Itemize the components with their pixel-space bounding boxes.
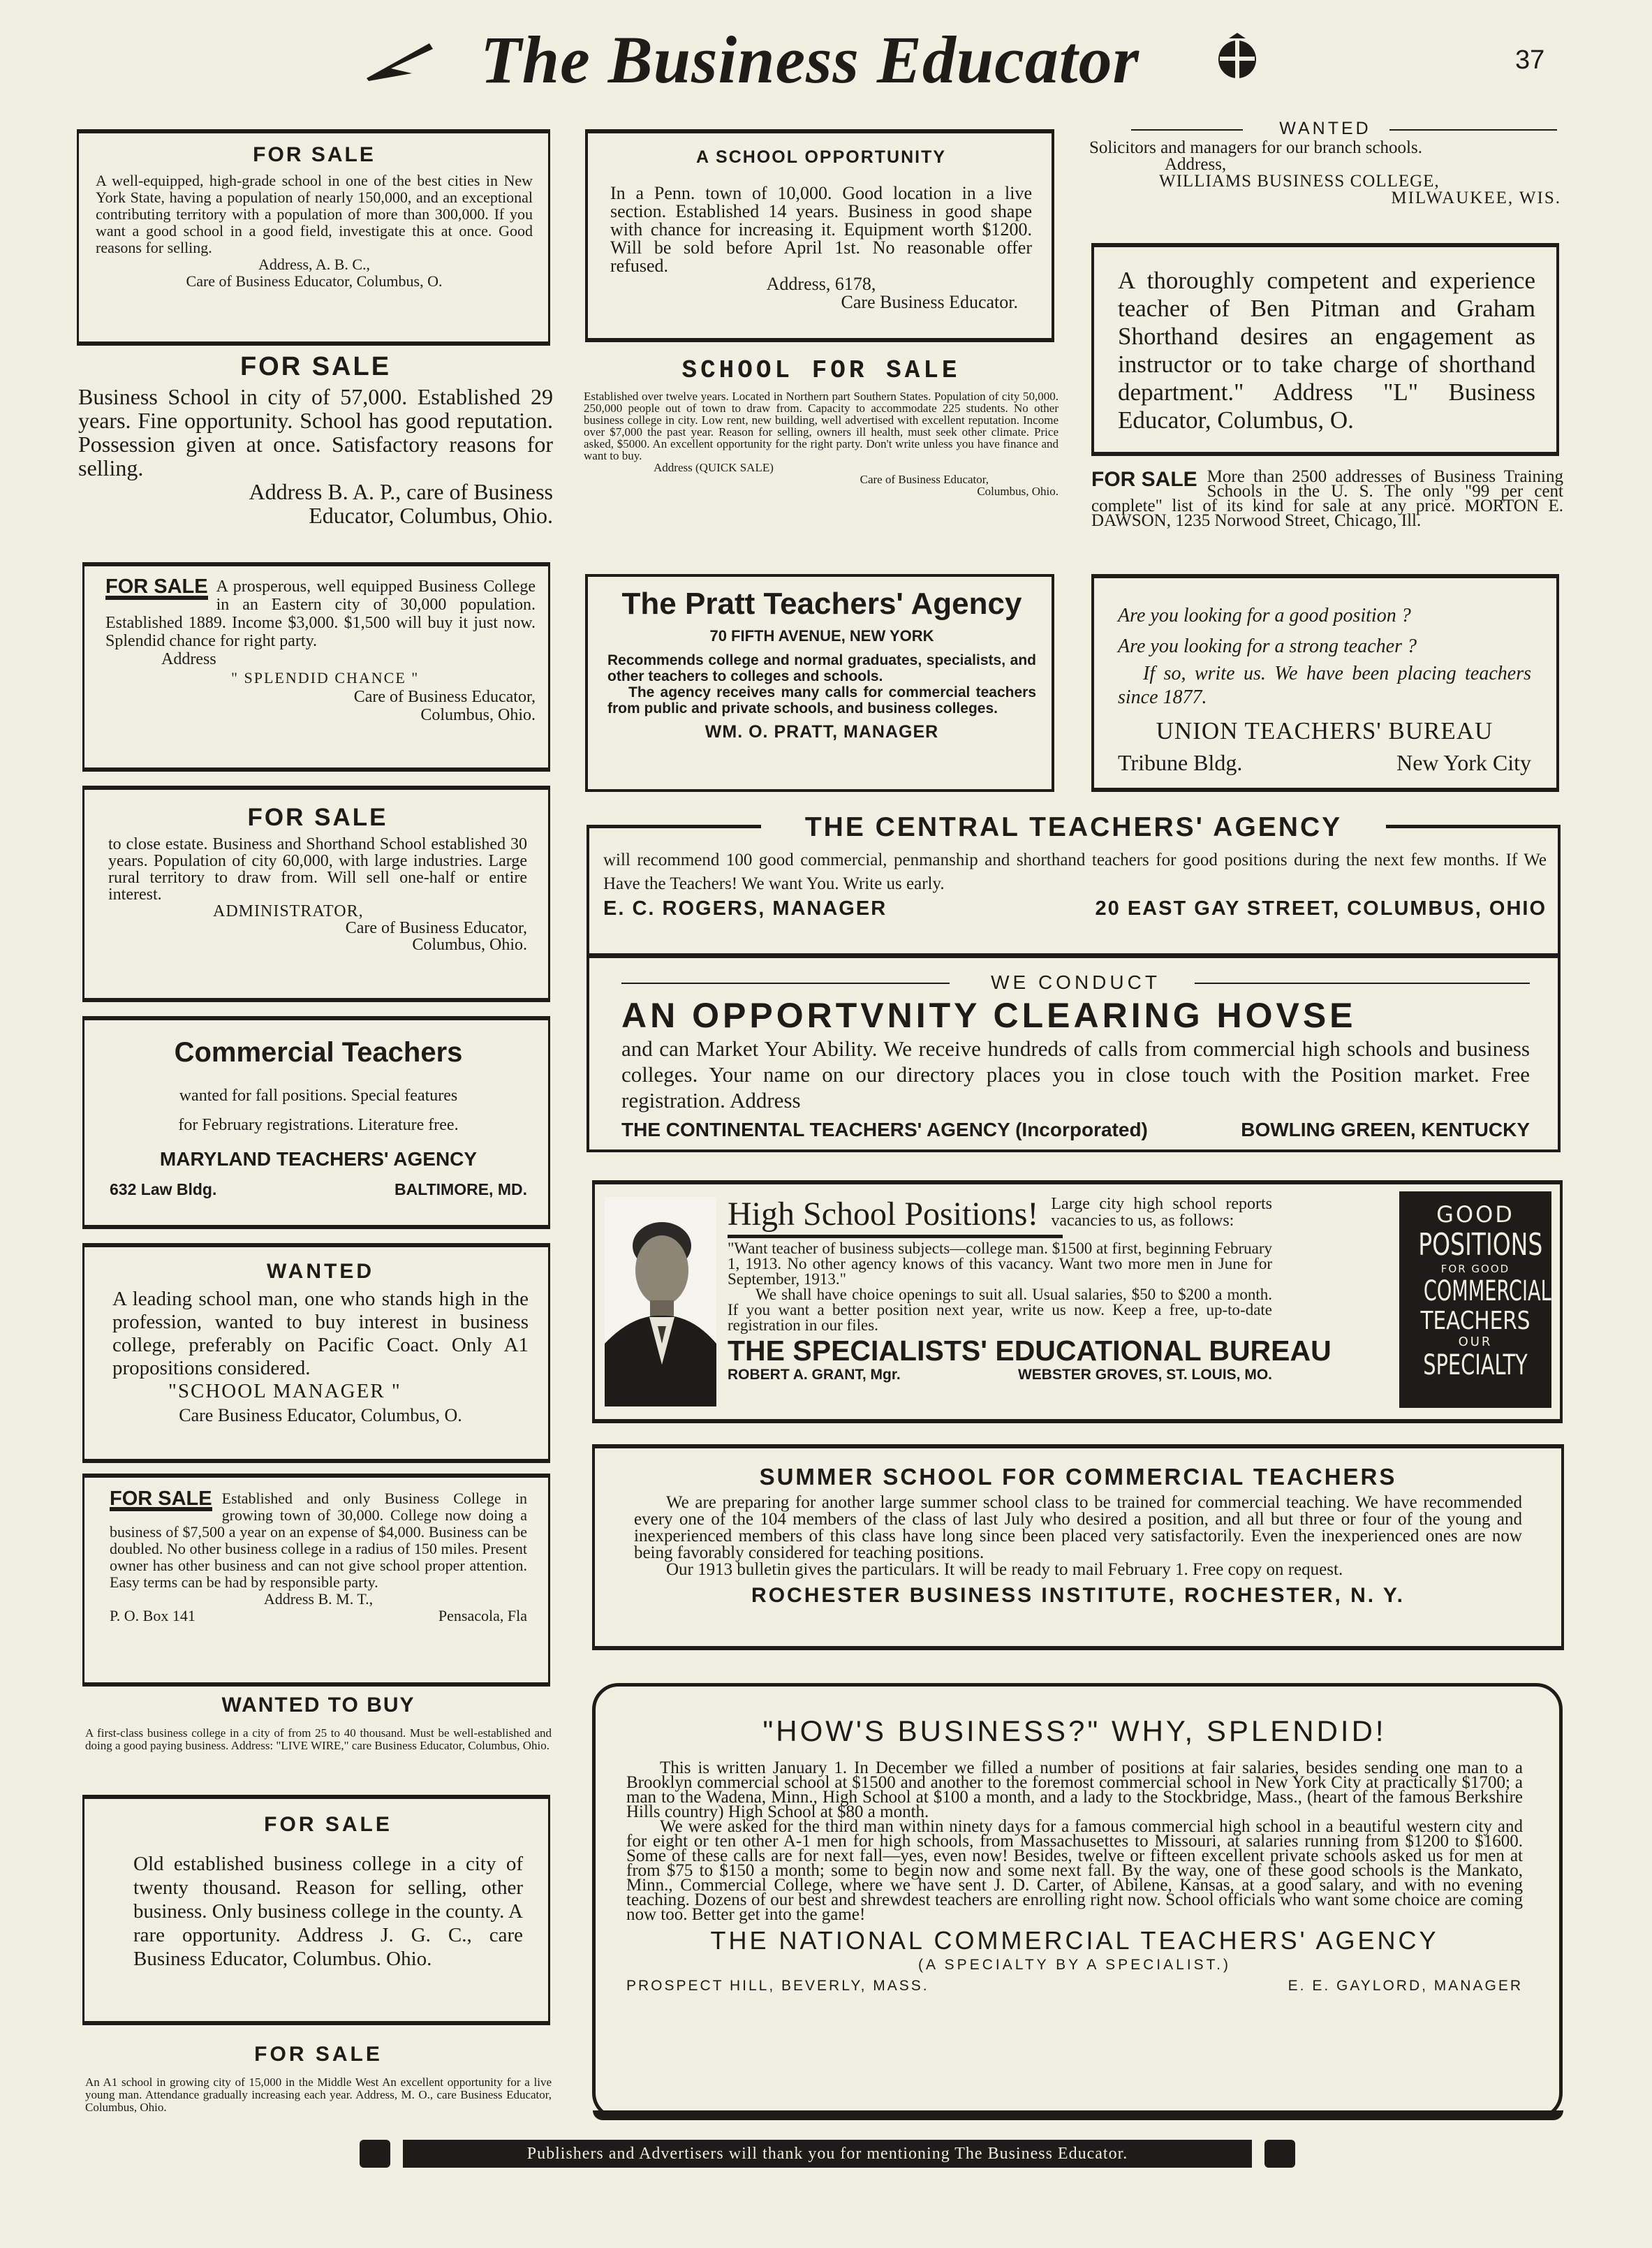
ad-line: wanted for fall positions. Special features: [179, 1087, 458, 1105]
badge-positions: POSITIONS: [1418, 1227, 1543, 1263]
ad-body: We are preparing for another large summer school class to be trained for commercial teaching. We have recommended every one of the 104 members of the class of last July who desired a position, and all but three or four of the young and inexperienced members of this class have long since been placed very satisfactorily. Even the inexperienced ones are now being favorably considered for teaching positions.: [634, 1493, 1522, 1562]
ad-care: Columbus, Ohio.: [977, 485, 1059, 498]
ad-care: Columbus, Ohio.: [412, 936, 527, 954]
ad-title: FOR SALE: [1091, 468, 1197, 491]
ad-side: Large city high school reports vacancies to us, as follows:: [1051, 1195, 1272, 1230]
ad-address: 70 FIFTH AVENUE, NEW YORK: [709, 627, 934, 645]
badge-good: GOOD: [1436, 1201, 1514, 1228]
badge-for-good: FOR GOOD: [1440, 1263, 1510, 1275]
ad-body: Old established business college in a city of twenty thousand. Reason for selling, other business. Only business college in the county. A rare opportunity. Address J. G. C., care Business Educator, Columbus. Ohio.: [133, 1853, 523, 1970]
ad-agency: THE CONTINENTAL TEACHERS' AGENCY (Incorporated): [621, 1119, 1148, 1140]
ad-wanted-school-man: [82, 1243, 550, 1463]
ad-line: If so, write us. We have been placing teachers since 1877.: [1118, 663, 1531, 708]
footer-bullet-right: [1264, 2140, 1295, 2168]
ad-title: FOR SALE: [110, 1487, 212, 1510]
ad-body: A thoroughly competent and experience teacher of Ben Pitman and Graham Shorthand desires an engagement as instructor or to take charge of shorthand department." Address "L" Business Educator, Columbus, O.: [1118, 267, 1535, 434]
ad-name: THE SPECIALISTS' EDUCATIONAL BUREAU: [728, 1335, 1332, 1367]
ad-for-sale-57000: [78, 349, 553, 552]
ad-address: Address: [161, 650, 216, 668]
ad-title: FOR SALE: [239, 352, 392, 381]
ad-title: THE CENTRAL TEACHERS' AGENCY: [804, 812, 1343, 842]
ad-body: "Want teacher of business subjects—college man. $1500 at first, beginning February 1, 1913. No other agency knows of this vacancy. Want two more men in June for September, 1913.": [728, 1240, 1272, 1288]
ad-name: ADMINISTRATOR,: [213, 902, 364, 920]
ad-addresses-for-sale: [1091, 469, 1563, 560]
ad-address-right: BALTIMORE, MD.: [394, 1180, 527, 1198]
ad-city: BOWLING GREEN, KENTUCKY: [1241, 1119, 1530, 1140]
ad-wanted-solicitors: [1089, 119, 1561, 230]
ad-union-teachers: [1091, 574, 1559, 792]
quill-icon: [363, 35, 436, 84]
globe-emblem-icon: [1211, 31, 1264, 84]
ad-shorthand-teacher: [1091, 243, 1559, 456]
ad-address: Address B. A. P., care of Business: [249, 479, 553, 504]
ad-body: Our 1913 bulletin gives the particulars. It will be ready to mail February 1. Free copy on request.: [666, 1560, 1343, 1579]
ad-commercial-teachers: [82, 1016, 550, 1229]
ad-title: High School Positions!: [728, 1196, 1039, 1233]
badge-our: OUR: [1458, 1335, 1493, 1349]
ad-manager: E. E. GAYLORD, MANAGER: [1288, 1978, 1523, 1994]
ad-name: UNION TEACHERS' BUREAU: [1156, 717, 1494, 744]
ad-kicker: WE CONDUCT: [991, 971, 1160, 993]
ad-title: SUMMER SCHOOL FOR COMMERCIAL TEACHERS: [759, 1464, 1397, 1490]
ad-address-left: 632 Law Bldg.: [110, 1180, 217, 1198]
ad-body: An A1 school in growing city of 15,000 in the Middle West An excellent opportunity for a live young man. Attendance gradually increasing each year. Address, M. O., care Business Educator, Columbus, Ohio.: [85, 2076, 552, 2114]
footer-banner: [403, 2140, 1252, 2168]
ad-city: New York City: [1396, 750, 1531, 775]
badge-commercial: COMMERCIAL: [1423, 1275, 1551, 1307]
ad-title: FOR SALE: [247, 804, 388, 831]
ad-manager: ROBERT A. GRANT, Mgr.: [728, 1367, 901, 1383]
ad-body: We shall have choice openings to suit all. Usual salaries, $50 to $200 a month. If you want a better position next year, write us now. Keep a free, up-to-date registration in our files.: [728, 1286, 1272, 1334]
ad-title: Commercial Teachers: [174, 1037, 463, 1068]
ad-body: A well-equipped, high-grade school in one of the best cities in New York State, having a population of nearly 150,000, and an exceptional contributing territory with a population of more than 300,000. If you want a good school in a good field, investigate this at once. Good reasons for selling.: [96, 172, 533, 256]
ad-care: Care Business Educator, Columbus, O.: [179, 1405, 462, 1425]
ad-care: Care of Business Educator,: [345, 919, 527, 937]
ad-pratt-agency: [585, 574, 1054, 792]
ad-name: " SPLENDID CHANCE ": [231, 669, 420, 686]
ad-city: WEBSTER GROVES, ST. LOUIS, MO.: [1017, 1367, 1272, 1383]
ad-title: FOR SALE: [254, 2043, 383, 2066]
ad-care: Care of Business Educator,: [860, 473, 989, 486]
ad-central-agency: [587, 814, 1561, 964]
page-number: 37: [1515, 45, 1545, 75]
ad-address: Address (QUICK SALE): [654, 461, 774, 474]
ad-line: for February registrations. Literature free.: [178, 1116, 459, 1134]
ad-for-sale-pensacola: [82, 1474, 550, 1687]
ad-summer-school: [592, 1444, 1564, 1650]
ad-title: A SCHOOL OPPORTUNITY: [695, 147, 947, 167]
ad-clearing-house: [587, 953, 1561, 1152]
ad-body: A prosperous, well equipped Business College in an Eastern city of 30,000 population. Established 1889. Income $3,000. $1,500 will buy it just now. Splendid chance for right party.: [105, 578, 536, 650]
ad-school-for-sale: [584, 356, 1059, 559]
ad-title: FOR SALE: [253, 143, 376, 166]
ad-tagline: (A SPECIALTY BY A SPECIALIST.): [918, 1957, 1231, 1973]
ad-for-sale-estate: [82, 786, 550, 1002]
ad-body: Established over twelve years. Located in Northern part Southern States. Population of city 50,000. 250,000 people out of town to draw from. Capacity to accommodate 225 students. No other business college in city. Low rent, new building, well advertised with excellent reputation. Income over $7,000 the past year. Reason for selling, owners ill health, must seek other climate. Price asked, $5000. An excellent opportunity for the right party. Don't write unless you have finance and want to buy.: [584, 390, 1059, 462]
ad-address: Address,: [1165, 155, 1227, 174]
ad-city: Pensacola, Fla: [438, 1607, 527, 1624]
ad-for-sale-middle-west: [82, 2043, 554, 2120]
ad-institute: ROCHESTER BUSINESS INSTITUTE, ROCHESTER, N. Y.: [751, 1584, 1405, 1607]
ad-box: P. O. Box 141: [110, 1607, 196, 1624]
ad-city: MILWAUKEE, WIS.: [1391, 189, 1561, 207]
ad-body: A first-class business college in a city of from 25 to 40 thousand. Must be well-established and doing a good paying business. Address: "LIVE WIRE," care Business Educator, Columbus, Ohio.: [85, 1726, 552, 1752]
badge-teachers: TEACHERS: [1420, 1307, 1531, 1335]
ad-title: "HOW'S BUSINESS?" WHY, SPLENDID!: [762, 1714, 1387, 1747]
ad-bldg: Tribune Bldg.: [1118, 750, 1243, 775]
ad-manager: WM. O. PRATT, MANAGER: [705, 722, 939, 742]
ad-body: Established and only Business College in growing town of 30,000. College now doing a business of $7,500 a year on an expense of $4,000. Business can be doubled. No other business college in a radius of 150 miles. Present owner has other business and can not give school proper attention. Easy terms can be had by responsible party.: [110, 1490, 527, 1591]
ad-for-sale-ny: [77, 129, 550, 346]
ad-body: We were asked for the third man within ninety days for a famous commercial high school in a beautiful western city and for eight or ten other A-1 men for high schools, from Massachusettes to Missouri, at salaries running from $1200 to $1600. Some of these calls are for next fall—yes, even now! Besides, twelve or fifteen excellent private schools asked us for men at from $75 to $150 a month; some to begin now and some next fall. By the way, one of these good schools is the Mankato, Minn., Commercial College, where we have sent J. D. Carter, of Abilene, Kansas, at a good salary, and with no evening teaching. Dozens of our best and shrewdest teachers are enrolling right now. School officials who want some choice are coming now too. Better get into the game!: [626, 1817, 1523, 1924]
ad-title: FOR SALE: [105, 578, 208, 600]
ad-college: WILLIAMS BUSINESS COLLEGE,: [1159, 172, 1440, 191]
ad-care: Care of Business Educator, Columbus, O.: [186, 272, 443, 290]
ad-title: WANTED: [1279, 119, 1371, 138]
ad-high-school-positions: [592, 1180, 1563, 1423]
ad-care: Care of Business Educator,: [353, 688, 536, 706]
ad-body: will recommend 100 good commercial, penmanship and shorthand teachers for good positions during the next few months. If We Have the Teachers! We want You. Write us early.: [603, 851, 1547, 893]
footer-bar: [360, 2137, 1295, 2170]
ad-address: PROSPECT HILL, BEVERLY, MASS.: [626, 1978, 929, 1994]
ad-body: Business School in city of 57,000. Established 29 years. Fine opportunity. School has good reputation. Possession given at once. Satisfactory reasons for selling.: [78, 384, 553, 480]
ad-body: More than 2500 addresses of Business Training Schools in the U. S. The only "99 per cent complete" list of its kind for sale at any price. MORTON E. DAWSON, 1235 Norwood Street, Chicago, Ill.: [1091, 467, 1563, 530]
ad-for-sale-eastern: [82, 562, 550, 772]
ad-body: A leading school man, one who stands high in the profession, wanted to buy interest in business college, preferably on Pacific Coact. Only A1 propositions considered.: [112, 1288, 529, 1379]
ad-body: The agency receives many calls for commercial teachers from public and private schools, and business colleges.: [607, 684, 1036, 717]
ad-body: Solicitors and managers for our branch schools.: [1089, 138, 1422, 157]
ad-address: Educator, Columbus, Ohio.: [309, 503, 553, 528]
ad-title: FOR SALE: [264, 1813, 392, 1836]
masthead: The Business Educator: [480, 22, 1140, 97]
ad-school-opportunity: [585, 129, 1054, 342]
ad-manager: E. C. ROGERS, MANAGER: [603, 897, 887, 920]
ad-body: to close estate. Business and Shorthand School established 30 years. Population of city 60,000, with large industries. Large rural territory to draw from. Will sell one-half or entire interest.: [108, 835, 527, 904]
ad-title: WANTED TO BUY: [221, 1694, 415, 1717]
ad-title: SCHOOL FOR SALE: [681, 356, 961, 385]
ad-title: The Pratt Teachers' Agency: [621, 587, 1022, 621]
footer-bullet-left: [360, 2140, 390, 2168]
specialty-badge: [1399, 1191, 1551, 1408]
ad-agency: MARYLAND TEACHERS' AGENCY: [159, 1148, 478, 1170]
ad-wanted-to-buy: [82, 1694, 554, 1784]
ad-address: Address B. M. T.,: [263, 1590, 374, 1608]
ad-title: AN OPPORTVNITY CLEARING HOVSE: [621, 996, 1357, 1035]
ad-body: and can Market Your Ability. We receive hundreds of calls from commercial high schools and business colleges. Your name on our directory places you in close touch with the Position market. Free registration. Address: [621, 1036, 1530, 1112]
ad-hows-business: [592, 1683, 1563, 2120]
ad-name: "SCHOOL MANAGER ": [168, 1380, 401, 1402]
ad-address: Address, A. B. C.,: [258, 256, 371, 273]
ad-care: Columbus, Ohio.: [420, 706, 536, 724]
ad-address: Address, 6178,: [766, 274, 876, 294]
footer-text: Publishers and Advertisers will thank you for mentioning The Business Educator.: [526, 2144, 1128, 2163]
badge-specialty: SPECIALTY: [1423, 1349, 1528, 1381]
ad-line: Are you looking for a good position ?: [1118, 605, 1411, 626]
ad-line: Are you looking for a strong teacher ?: [1118, 636, 1417, 657]
ad-address: 20 EAST GAY STREET, COLUMBUS, OHIO: [1095, 897, 1547, 920]
ad-body: In a Penn. town of 10,000. Good location in a live section. Established 14 years. Business in good shape with chance for increasing it. Equipment worth $1200. Will be sold before April 1st. No reasonable offer refused.: [610, 183, 1032, 276]
ad-agency: THE NATIONAL COMMERCIAL TEACHERS' AGENCY: [710, 1926, 1439, 1955]
ad-body: Recommends college and normal graduates, specialists, and other teachers to colleges and schools.: [607, 652, 1036, 684]
ad-title: WANTED: [267, 1260, 374, 1283]
ad-for-sale-twenty-thousand: [82, 1795, 550, 2025]
ad-body: This is written January 1. In December we filled a number of positions at fair salaries, besides sending one man to a Brooklyn commercial school at $1500 and another to the foremost commercial school in New York City at practically $1700; a man to the Wadena, Minn., High School at $100 a month, and a lady to the Stockbridge, Mass., (heart of the famous Berkshire Hills country) High School at $80 a month.: [626, 1758, 1523, 1821]
ad-care: Care Business Educator.: [841, 292, 1018, 312]
portrait-photo: [605, 1197, 716, 1406]
